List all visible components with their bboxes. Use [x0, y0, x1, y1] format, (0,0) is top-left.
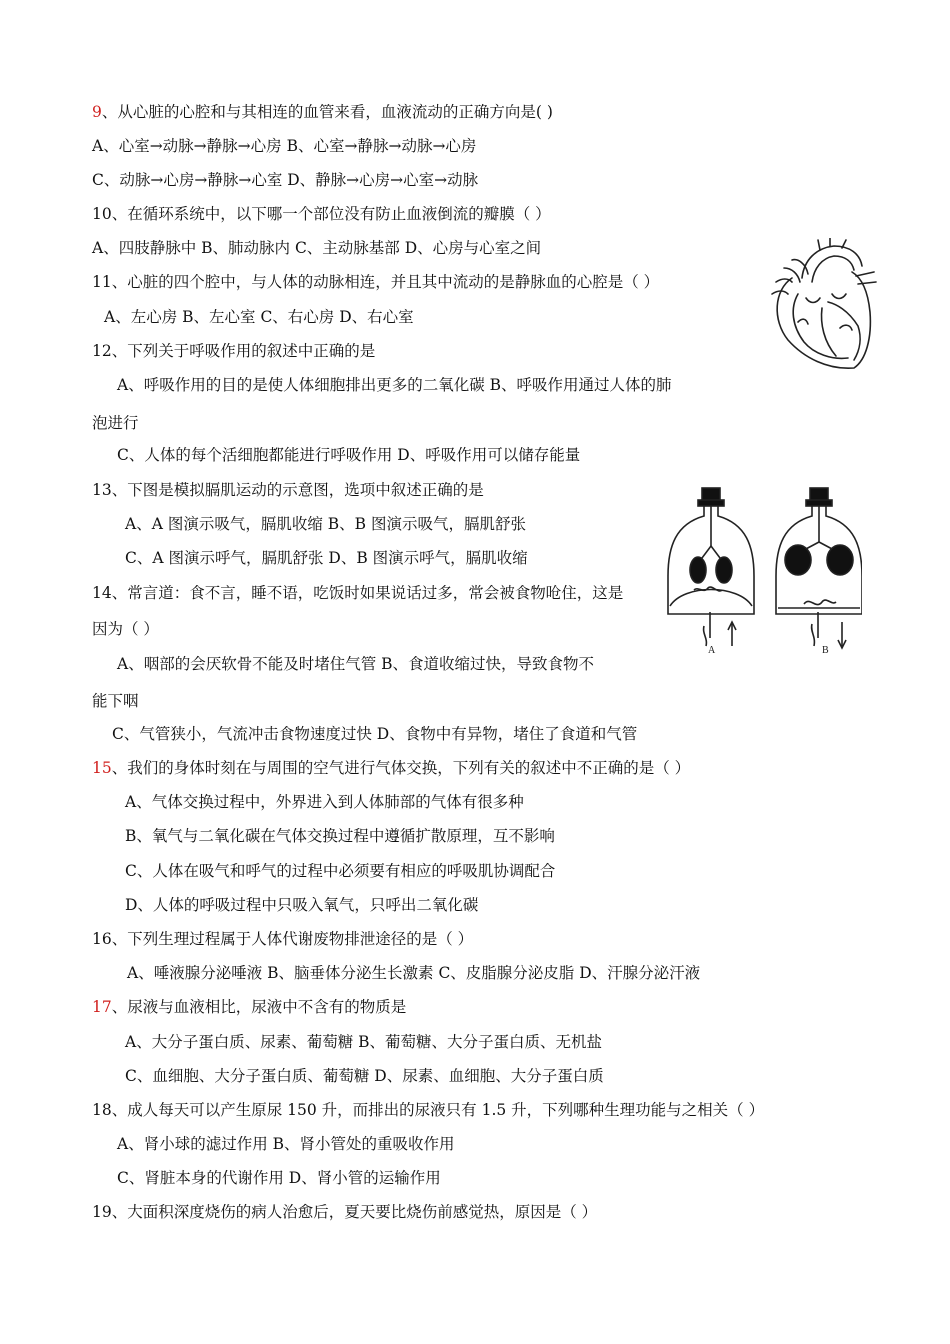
q15-option-c: C、人体在吸气和呼气的过程中必须要有相应的呼吸肌协调配合 [125, 862, 556, 880]
q14-options-1-cont: 能下咽 [92, 692, 139, 710]
q18-options-1: A、肾小球的滤过作用 B、肾小管处的重吸收作用 [117, 1135, 455, 1153]
q19-stem: 19、大面积深度烧伤的病人治愈后，夏天要比烧伤前感觉热，原因是（ ） [92, 1203, 598, 1221]
q18-stem: 18、成人每天可以产生原尿 150 升，而排出的尿液只有 1.5 升，下列哪种生理功能与之相关（ ） [92, 1101, 765, 1119]
q11-options-1: A、左心房 B、左心室 C、右心房 D、右心室 [104, 308, 414, 326]
q14-options-2: C、气管狭小，气流冲击食物速度过快 D、食物中有异物，堵住了食道和气管 [112, 725, 638, 743]
q12-options-1: A、呼吸作用的目的是使人体细胞排出更多的二氧化碳 B、呼吸作用通过人体的肺 [117, 376, 672, 394]
bell-jar-label-b: B [822, 645, 829, 656]
q15-option-d: D、人体的呼吸过程中只吸入氧气，只呼出二氧化碳 [125, 896, 479, 914]
q18-options-2: C、肾脏本身的代谢作用 D、肾小管的运输作用 [117, 1169, 441, 1187]
q17-text: 、尿液与血液相比，尿液中不含有的物质是 [111, 998, 407, 1016]
q15-option-b: B、氧气与二氧化碳在气体交换过程中遵循扩散原理，互不影响 [125, 827, 555, 845]
q9-options-2: C、动脉→心房→静脉→心室 D、静脉→心房→心室→动脉 [92, 171, 479, 189]
q17-number: 17 [92, 998, 112, 1016]
q10-options-1: A、四肢静脉中 B、肺动脉内 C、主动脉基部 D、心房与心室之间 [92, 239, 542, 257]
q9-text: 、从心脏的心腔和与其相连的血管来看，血液流动的正确方向是( ) [101, 103, 553, 121]
q13-stem: 13、下图是模拟膈肌运动的示意图，选项中叙述正确的是 [92, 481, 484, 499]
q15-text: 、我们的身体时刻在与周围的空气进行气体交换，下列有关的叙述中不正确的是（ ） [111, 759, 691, 777]
q12-options-2: C、人体的每个活细胞都能进行呼吸作用 D、呼吸作用可以储存能量 [117, 446, 581, 464]
q9-options-1: A、心室→动脉→静脉→心房 B、心室→静脉→动脉→心房 [92, 137, 477, 155]
q14-stem: 14、常言道：食不言，睡不语，吃饭时如果说话过多，常会被食物呛住，这是 [92, 584, 624, 602]
q15-option-a: A、气体交换过程中，外界进入到人体肺部的气体有很多种 [125, 793, 524, 811]
q10-stem: 10、在循环系统中，以下哪一个部位没有防止血液倒流的瓣膜（ ） [92, 205, 551, 223]
bell-jar-label-a: A [708, 645, 716, 656]
q9-number: 9 [92, 103, 102, 121]
q16-options-1: A、唾液腺分泌唾液 B、脑垂体分泌生长激素 C、皮脂腺分泌皮脂 D、汗腺分泌汗液 [127, 964, 701, 982]
q14-stem-cont: 因为（ ） [92, 620, 159, 638]
q12-stem: 12、下列关于呼吸作用的叙述中正确的是 [92, 342, 376, 360]
q17-options-2: C、血细胞、大分子蛋白质、葡萄糖 D、尿素、血细胞、大分子蛋白质 [125, 1067, 604, 1085]
q17-stem [92, 997, 406, 1017]
q12-options-1-cont: 泡进行 [92, 414, 139, 432]
q13-options-1: A、A 图演示吸气，膈肌收缩 B、B 图演示吸气，膈肌舒张 [125, 515, 526, 533]
q13-options-2: C、A 图演示呼气，膈肌舒张 D、B 图演示呼气，膈肌收缩 [125, 549, 528, 567]
q16-stem: 16、下列生理过程属于人体代谢废物排泄途径的是（ ） [92, 930, 474, 948]
q15-number: 15 [92, 759, 112, 777]
diaphragm-model-diagram [664, 486, 862, 656]
q17-options-1: A、大分子蛋白质、尿素、葡萄糖 B、葡萄糖、大分子蛋白质、无机盐 [125, 1033, 603, 1051]
q11-stem: 11、心脏的四个腔中，与人体的动脉相连，并且其中流动的是静脉血的心腔是（ ） [92, 273, 660, 291]
q15-stem [92, 758, 690, 778]
q14-options-1: A、咽部的会厌软骨不能及时堵住气管 B、食道收缩过快，导致食物不 [117, 655, 595, 673]
heart-diagram [762, 238, 880, 376]
q9-stem [92, 102, 553, 122]
